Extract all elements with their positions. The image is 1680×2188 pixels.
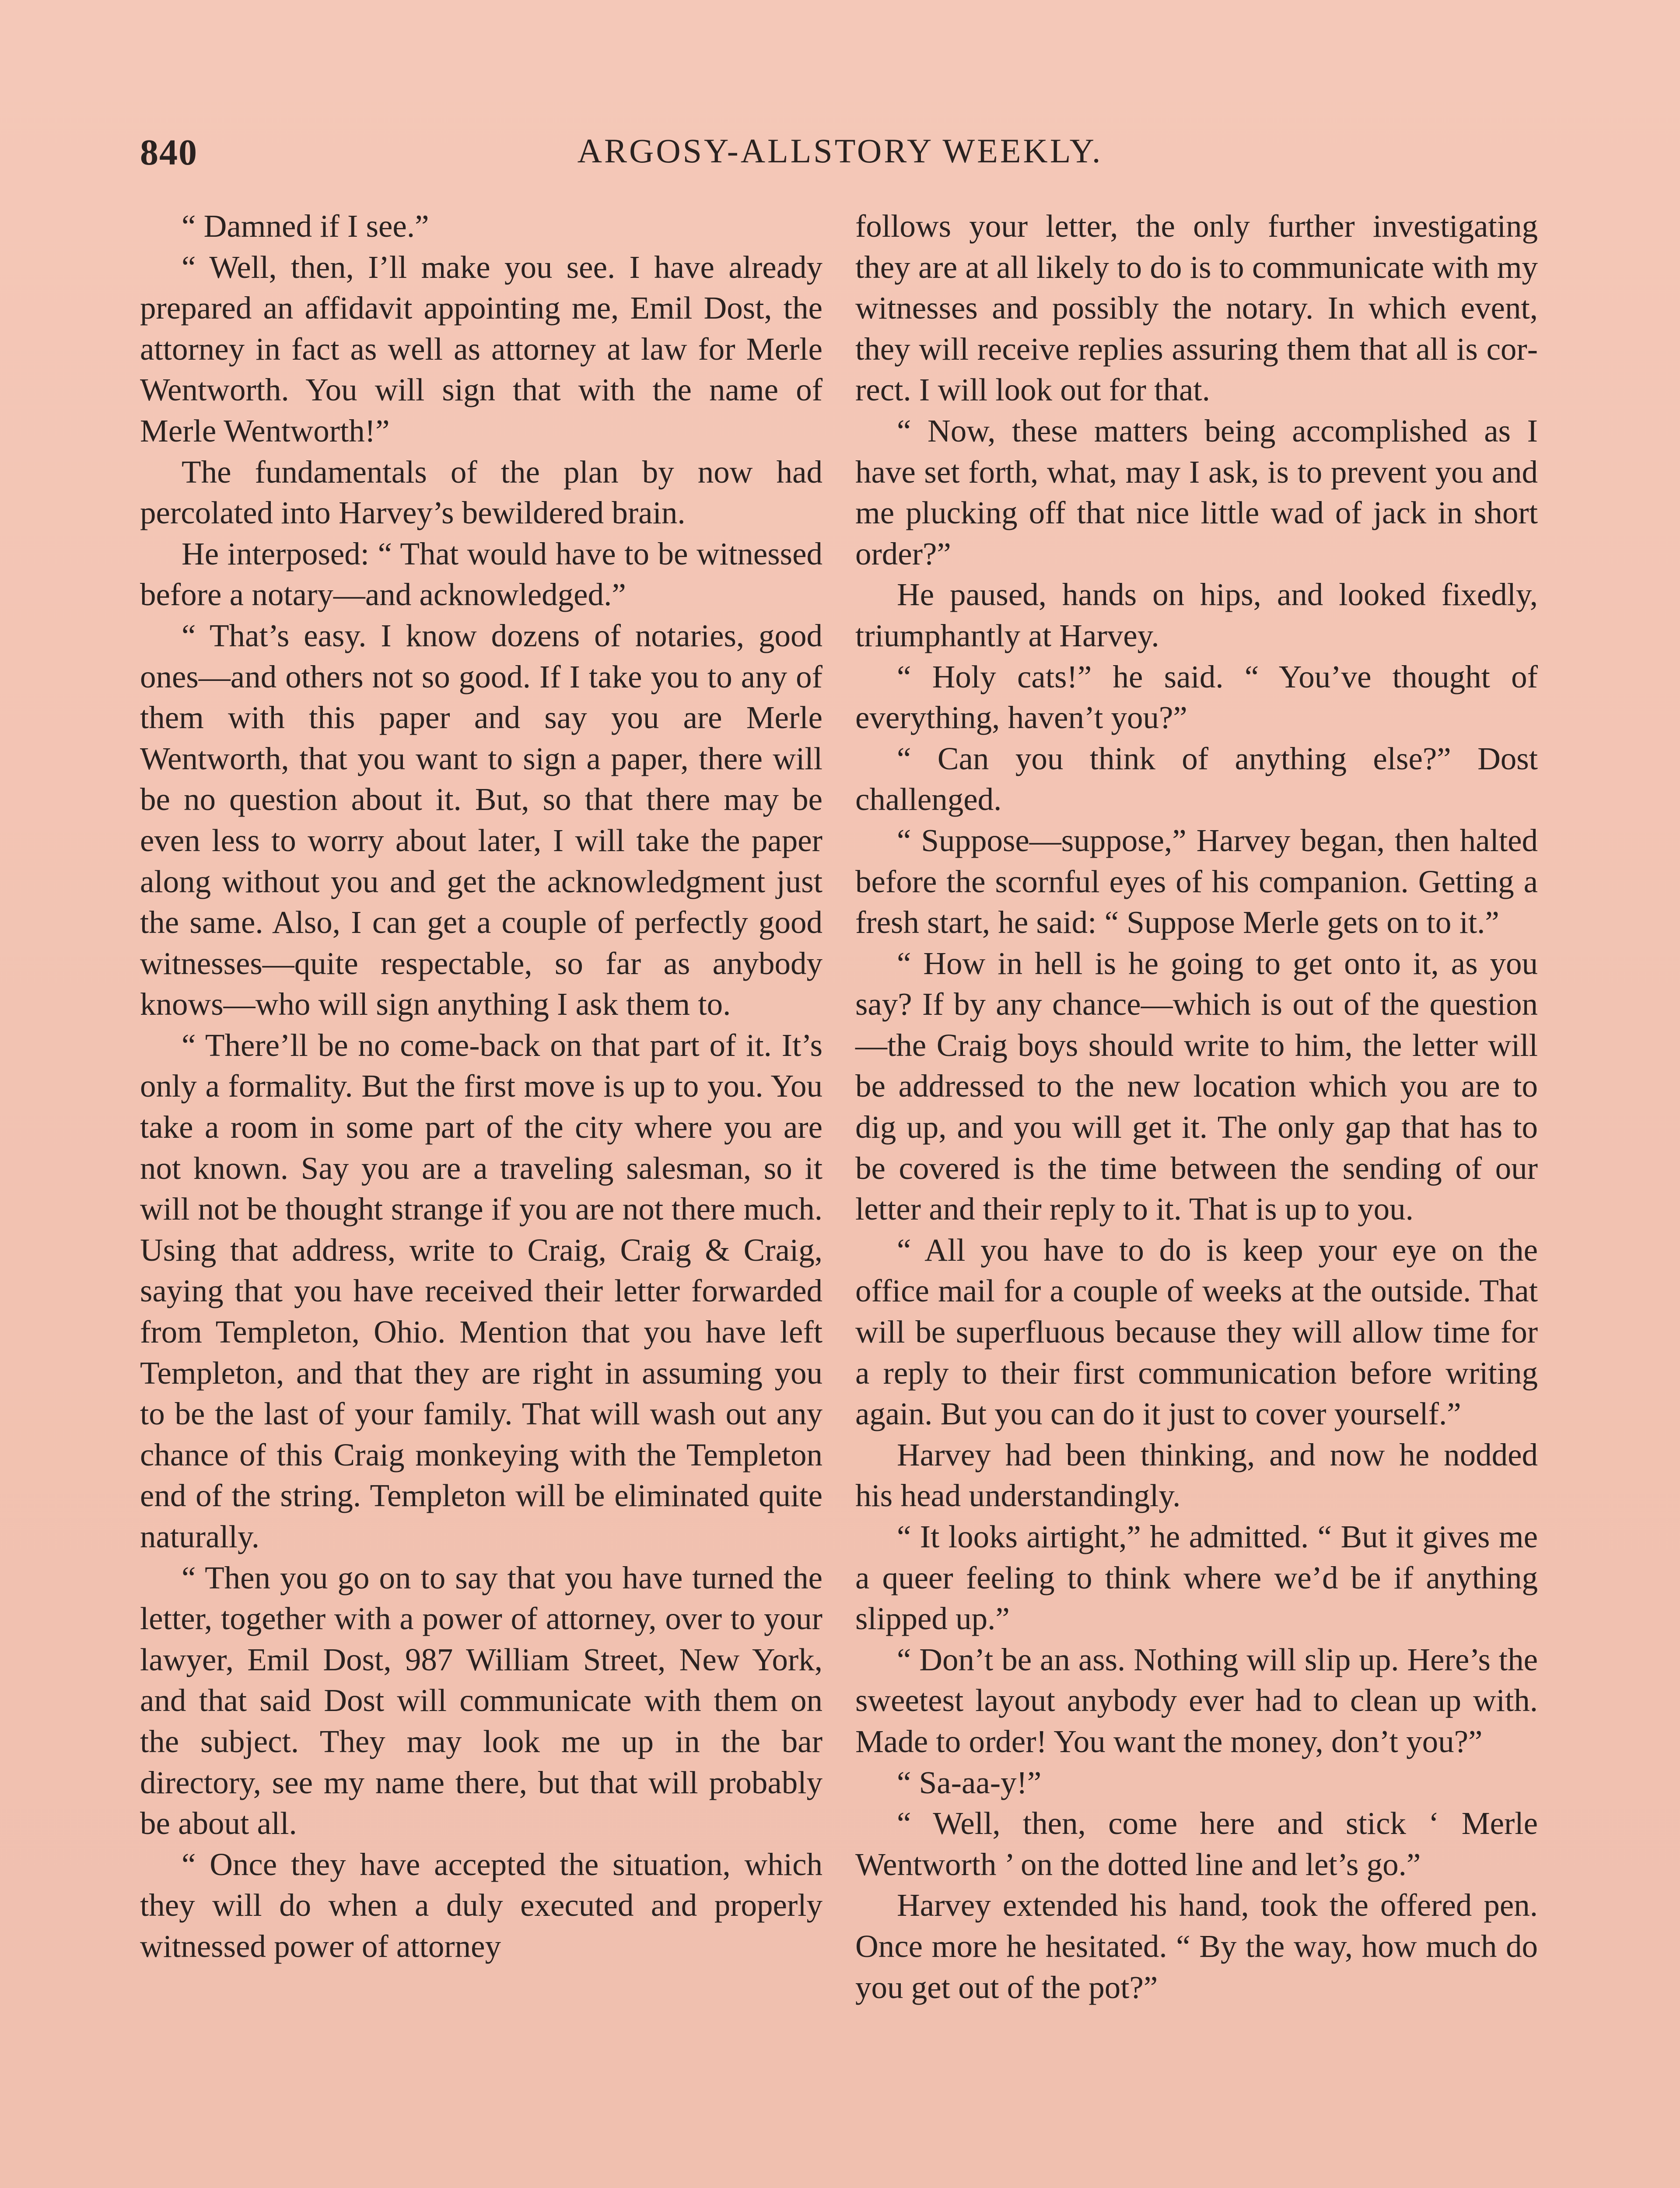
paragraph: Harvey extended his hand, took the offered pen. Once more he hesitated. “ By the way, how much do you get out of the pot?” <box>855 1887 1538 2005</box>
paragraph: “ Then you go on to say that you have turned the letter, together with a power of attorney, over to your lawyer, Emil Dost, 987 William Street, New York, and that said Dost will communicate with them on the subject. They may look me up in the bar directory, see my name there, but that will probably be about all. <box>140 1560 822 1841</box>
paragraph: “ Well, then, I’ll make you see. I have already prepared an affidavit appointing me, Emil Dost, the attorney in fact as well as attorney at law for Merle Wentworth. You will sign that with the name of Merle Wentworth!” <box>140 249 822 449</box>
paragraph: “ There’ll be no come-back on that part of it. It’s only a formality. But the first move is up to you. You take a room in some part of the city where you are not known. Say you are a traveling salesman, so it will not be thought strange if you are not there much. Using that address, write to Craig, Craig & Craig, saying that you have received their letter forwarded from Templeton, Ohio. Mention that you have left Templeton, and that they are right in assuming you to be the last of your family. That will wash out any chance of this Craig monkeying with the Templeton end of the string. Templeton will be eliminated quite naturally. <box>140 1027 822 1554</box>
paragraph: “ Suppose—suppose,” Harvey began, then halted before the scornful eyes of his companion. Getting a fresh start, he said: “ Suppose Merle gets on to it.” <box>855 822 1538 940</box>
paragraph: “ Don’t be an ass. Nothing will slip up. Here’s the sweetest layout anybody ever had to clean up with. Made to order! You want the money, don’t you?” <box>855 1641 1538 1759</box>
paragraph: “ Can you think of anything else?” Dost challenged. <box>855 740 1538 817</box>
paragraph: He paused, hands on hips, and looked fixedly, triumphantly at Harvey. <box>855 577 1538 653</box>
paragraph: Harvey had been thinking, and now he nodded his head understandingly. <box>855 1437 1538 1514</box>
paragraph: “ Sa-aa-y!” <box>897 1764 1042 1800</box>
paragraph: “ It looks airtight,” he admitted. “ But it gives me a queer feeling to think where we’d be if anything slipped up.” <box>855 1519 1538 1637</box>
paragraph: “ How in hell is he going to get onto it, as you say? If by any chance—which is out of the question—the Craig boys should write to him, the letter will be addressed to the new location which you are to dig up, and you will get it. The only gap that has to be covered is the time between the sending of our letter and their reply to it. That is up to you. <box>855 945 1538 1227</box>
left-column <box>140 206 822 1967</box>
right-column <box>855 206 1538 2008</box>
paragraph-continued: follows your letter, the only further investigating they are at all likely to do is to communicate with my witnesses and possibly the notary. In which event, they will receive replies assuring them that all is correct. I will look out for that. <box>855 208 1538 408</box>
paragraph: “ Well, then, come here and stick ‘ Merle Wentworth ’ on the dotted line and let’s go.” <box>855 1806 1538 1882</box>
paragraph: “ Holy cats!” he said. “ You’ve thought of everything, haven’t you?” <box>855 659 1538 736</box>
paragraph: “ All you have to do is keep your eye on the office mail for a couple of weeks at the outside. That will be superfluous because they will allow time for a reply to their first communication before writing again. But you can do it just to cover yourself.” <box>855 1232 1538 1432</box>
paragraph: “ Once they have accepted the situation, which they will do when a duly executed and properly witnessed power of attorney <box>140 1846 822 1964</box>
paragraph: The fundamentals of the plan by now had percolated into Harvey’s bewildered brain. <box>140 454 822 531</box>
paragraph: He interposed: “ That would have to be witnessed before a notary—and acknowledged.” <box>140 536 822 613</box>
page-header <box>140 131 1540 179</box>
paragraph: “ Now, these matters being accomplished as I have set forth, what, may I ask, is to prevent you and me plucking off that nice little wad of jack in short order?” <box>855 413 1538 572</box>
running-title: ARGOSY-ALLSTORY WEEKLY. <box>577 132 1103 170</box>
paragraph: “ Damned if I see.” <box>182 208 429 244</box>
paragraph: “ That’s easy. I know dozens of notaries, good ones—and others not so good. If I take you to any of them with this paper and say you are Merle Wentworth, that you want to sign a paper, there will be no question about it. But, so that there may be even less to worry about later, I will take the paper along without you and get the acknowledgment just the same. Also, I can get a couple of perfectly good witnesses—quite respectable, so far as anybody knows—who will sign anything I ask them to. <box>140 617 822 1022</box>
page-number: 840 <box>140 132 198 173</box>
